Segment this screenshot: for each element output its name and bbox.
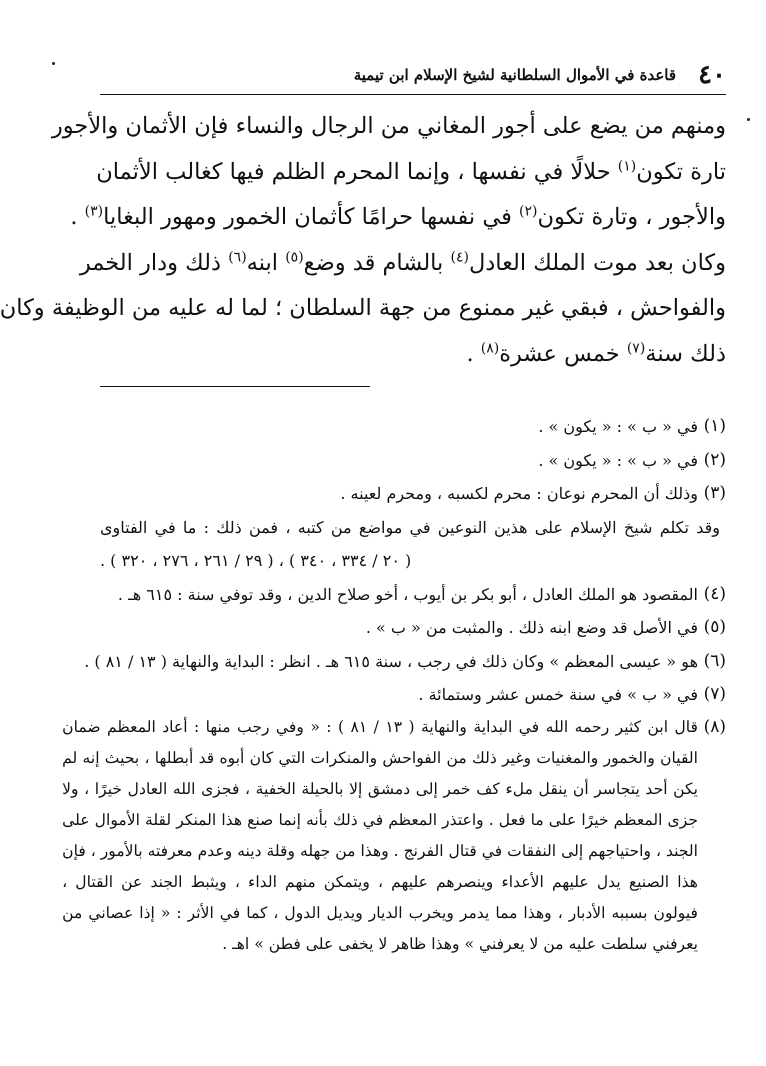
footnote-ref: (١) — [617, 158, 637, 174]
footnotes — [62, 410, 726, 960]
footnote-6 — [84, 645, 726, 679]
footnote-text: هو « عيسى المعظم » وكان ذلك في رجب ، سنة ٦١٥ هـ . انظر : البداية والنهاية ( ١٣ / ٨١ ) . — [84, 651, 698, 671]
footnote-3-continued — [100, 511, 726, 578]
text-line: والفواحش ، فبقي غير ممنوع من جهة السلطان ؛ لما له عليه من الوظيفة وكان — [0, 295, 726, 321]
running-title: قاعدة في الأموال السلطانية لشيخ الإسلام ابن تيمية — [353, 66, 677, 84]
footnote-separator — [100, 386, 370, 387]
footnote-ref: (٦) — [228, 249, 247, 265]
footnote-ref: (٤) — [450, 249, 469, 265]
footnote-text: في « ب » : « يكون » . — [538, 417, 698, 436]
footnote-number: (٨) — [703, 716, 726, 737]
page-number: ٤٠ — [698, 60, 726, 90]
footnote-ref: (٨) — [480, 340, 500, 356]
footnote-ref: (٢) — [518, 203, 538, 220]
footnote-number: (٧) — [703, 684, 726, 704]
footnote-text: فيولون بسببه الأدبار ، وهذا مما يدمر ويخرب الديار ويديل الدول ، كما في الأثر : « إذا عصاني من — [62, 903, 698, 922]
footnote-text: القيان والخمور والمغنيات وغير ذلك من الفواحش والمنكرات التي كان أبوه قد أبطلها ، بحيث إنه لم — [62, 748, 698, 767]
footnote-number: (٥) — [703, 617, 726, 637]
footnote-2 — [100, 444, 726, 478]
footnote-text: قال ابن كثير رحمه الله في البداية والنهاية ( ١٣ / ٨١ ) : « وفي رجب منها : أعاد المعظم ضمان — [62, 717, 698, 736]
footnote-4 — [100, 578, 726, 612]
footnote-text: وذلك أن المحرم نوعان : محرم لكسبه ، ومحرم لعينه . — [340, 484, 698, 503]
footnote-8 — [62, 712, 726, 960]
scan-speck — [52, 62, 55, 65]
footnote-number: (١) — [703, 416, 726, 436]
footnote-ref: (٧) — [626, 340, 646, 356]
footnote-number: (٣) — [703, 483, 726, 503]
footnote-text: يعرفني سلطت عليه من لا يعرفني » وهذا ظاهر لا يخفى على فطن » اهـ . — [222, 934, 698, 953]
footnote-number: (٢) — [703, 449, 726, 470]
footnote-text: هذا الصنيع يدل عليهم الأعداء وينصرهم عليهم ، ويتمكن منهم الداء ، ويثبط الجند عن القتال ، — [62, 872, 698, 891]
footnote-ref: (٣) — [84, 203, 104, 220]
footnote-ref: (٥) — [285, 249, 304, 265]
main-text — [0, 104, 726, 377]
text-line: ومنهم من يضع على أجور المغاني من الرجال والنساء فإن الأثمان والأجور — [51, 113, 726, 139]
text-line: وكان بعد موت الملك العادل$^{(٤)}$ بالشام قد وضع$^{(٥)}$ ابنه$^{(٦)}$ ذلك ودار الخمر — [79, 249, 726, 276]
footnote-text: يكن أحد يتجاسر أن ينقل ملء كف خمر إلى دمشق إلا بالحيلة الخفية ، فجزى الله العادل خيرًا ، ولا — [62, 779, 698, 798]
footnote-text: وقد تكلم شيخ الإسلام على هذين النوعين في مواضع من كتبه ، فمن ذلك : ما في الفتاوى — [100, 517, 720, 537]
footnote-text: في « ب » في سنة خمس عشر وستمائة . — [418, 685, 698, 704]
footnote-text: الجند ، واحتياجهم إلى النفقات في قتال الفرنج . وهذا من جهله وقلة دينه وعدم معرفته بالأمور ، فإن — [62, 841, 698, 860]
footnote-text: في الأصل قد وضع ابنه ذلك . والمثبت من « ب » . — [365, 618, 698, 637]
footnote-number: (٤) — [703, 583, 726, 604]
scan-speck — [747, 118, 750, 121]
footnote-text: جزى المعظم خيرًا على ما فعل . واعتذر المعظم في ذلك بأنه إنما صنع هذا المنكر لقلة الأموال على — [62, 810, 698, 829]
running-header — [100, 60, 726, 90]
text-line: ذلك سنة$^{(٧)}$ خمس عشرة$^{(٨)}$ . — [466, 340, 726, 367]
footnote-3 — [100, 477, 726, 511]
footnote-text: المقصود هو الملك العادل ، أبو بكر بن أيوب ، أخو صلاح الدين ، وقد توفي سنة : ٦١٥ هـ . — [117, 584, 698, 604]
footnote-text: ( ٢٠ / ٣٣٤ ، ٣٤٠ ) ، ( ٢٩ / ٢٦١ ، ٢٧٦ ، ٣٢٠ ) . — [100, 551, 412, 570]
footnote-1 — [100, 410, 726, 444]
footnote-7 — [100, 678, 726, 712]
header-rule — [100, 94, 726, 95]
footnote-text: في « ب » : « يكون » . — [538, 450, 698, 470]
text-line: والأجور ، وتارة تكون$^{(٢)}$ في نفسها حرامًا كأثمان الخمور ومهور البغايا$^{(٣)}$ . — [70, 203, 726, 230]
footnote-5 — [100, 611, 726, 645]
text-line: تارة تكون$^{(١)}$ حلالًا في نفسها ، وإنما المحرم الظلم فيها كغالب الأثمان — [96, 158, 726, 185]
footnote-number: (٦) — [703, 650, 726, 671]
